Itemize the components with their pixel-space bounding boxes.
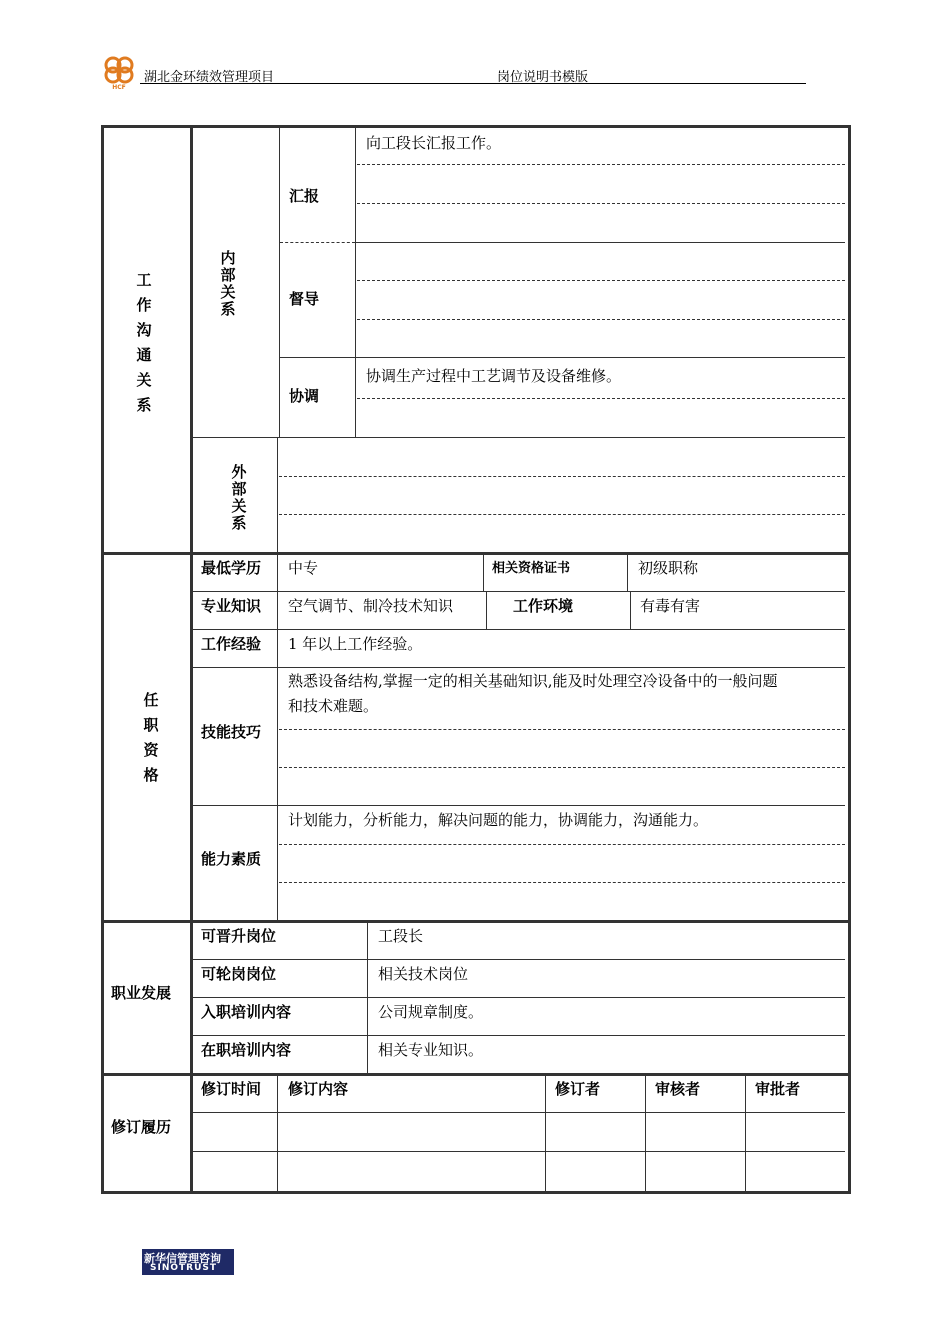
certificate-value: 初级职称 [638, 559, 699, 577]
divider [190, 591, 845, 592]
divider [279, 128, 280, 437]
external-relations-label: 外 部 关 系 [231, 463, 247, 532]
coordinate-text: 协调生产过程中工艺调节及设备维修。 [366, 367, 622, 385]
blank-line [279, 767, 845, 768]
divider [355, 128, 356, 437]
divider [190, 437, 845, 438]
divider [190, 667, 845, 668]
section-career-label: 职业发展 [111, 984, 172, 1002]
report-text: 向工段长汇报工作。 [366, 134, 502, 152]
experience-label: 工作经验 [201, 635, 262, 653]
job-description-table [101, 125, 851, 1194]
environment-label: 工作环境 [513, 597, 574, 615]
section-communication-label: 工 作 沟 通 关 系 [136, 271, 152, 414]
blank-line [279, 882, 845, 883]
blank-line [357, 203, 845, 204]
supervise-label: 督导 [289, 290, 320, 308]
divider [486, 591, 487, 629]
logo-text: HCF [112, 84, 126, 90]
section-qualification-label: 任 职 资 格 [143, 691, 159, 784]
onboarding-value: 公司规章制度。 [378, 1003, 484, 1021]
divider [279, 357, 845, 358]
divider [190, 1112, 845, 1113]
knowledge-label: 专业知识 [201, 597, 262, 615]
inservice-label: 在职培训内容 [201, 1041, 292, 1059]
divider [190, 1035, 845, 1036]
divider [645, 1076, 646, 1191]
revision-col-date: 修订时间 [201, 1080, 262, 1098]
blank-line [357, 398, 845, 399]
brand-cn: 新华信管理咨询 [144, 1252, 221, 1265]
ability-value: 计划能力，分析能力，解决问题的能力，协调能力，沟通能力。 [288, 811, 709, 829]
divider [190, 629, 845, 630]
section-divider [101, 920, 848, 923]
blank-line [357, 164, 845, 165]
skills-text-line1: 熟悉设备结构,掌握一定的相关基础知识,能及时处理空冷设备中的一般问题 [288, 672, 778, 690]
divider [190, 959, 845, 960]
sinotrust-logo [142, 1249, 234, 1275]
blank-line [279, 844, 845, 845]
revision-col-content: 修订内容 [288, 1080, 349, 1098]
skills-text-line2: 和技术难题。 [288, 697, 379, 715]
report-label: 汇报 [289, 187, 320, 205]
col-divider [190, 128, 193, 1191]
onboarding-label: 入职培训内容 [201, 1003, 292, 1021]
education-value: 中专 [288, 559, 319, 577]
header-project-name: 湖北金环绩效管理项目 [144, 70, 275, 85]
knowledge-value: 空气调节、制冷技术知识 [288, 597, 454, 615]
revision-col-reviewer: 审核者 [655, 1080, 701, 1098]
divider [277, 555, 278, 920]
divider [367, 923, 368, 1074]
skills-label: 技能技巧 [201, 723, 262, 741]
divider [190, 805, 845, 806]
promotion-value: 工段长 [378, 927, 424, 945]
section-revision-label: 修订履历 [111, 1118, 172, 1136]
blank-line [357, 319, 845, 320]
environment-value: 有毒有害 [640, 597, 701, 615]
divider [277, 1076, 278, 1191]
internal-relations-label: 内 部 关 系 [220, 249, 236, 318]
company-logo [100, 54, 138, 90]
coordinate-label: 协调 [289, 387, 320, 405]
divider [545, 1076, 546, 1191]
divider [630, 591, 631, 629]
blank-line [279, 514, 845, 515]
divider [483, 555, 484, 592]
section-divider [101, 1073, 848, 1076]
blank-line [357, 280, 845, 281]
header-rule [140, 83, 806, 84]
experience-value: 1 年以上工作经验。 [288, 635, 423, 653]
promotion-label: 可晋升岗位 [201, 927, 277, 945]
divider [627, 555, 628, 592]
divider [745, 1076, 746, 1191]
section-divider [101, 552, 848, 555]
ability-label: 能力素质 [201, 850, 262, 868]
inservice-value: 相关专业知识。 [378, 1041, 484, 1059]
revision-col-approver: 审批者 [755, 1080, 801, 1098]
revision-col-reviser: 修订者 [555, 1080, 601, 1098]
rotation-label: 可轮岗岗位 [201, 965, 277, 983]
certificate-label: 相关资格证书 [492, 561, 571, 576]
header-doc-title: 岗位说明书模版 [497, 70, 589, 85]
brand-en: SINOTRUST [150, 1263, 218, 1273]
blank-line [279, 729, 845, 730]
divider [280, 242, 355, 243]
divider [190, 997, 845, 998]
divider [355, 242, 845, 243]
blank-line [279, 476, 845, 477]
education-label: 最低学历 [201, 559, 262, 577]
divider [190, 1151, 845, 1152]
divider [277, 437, 278, 552]
rotation-value: 相关技术岗位 [378, 965, 469, 983]
